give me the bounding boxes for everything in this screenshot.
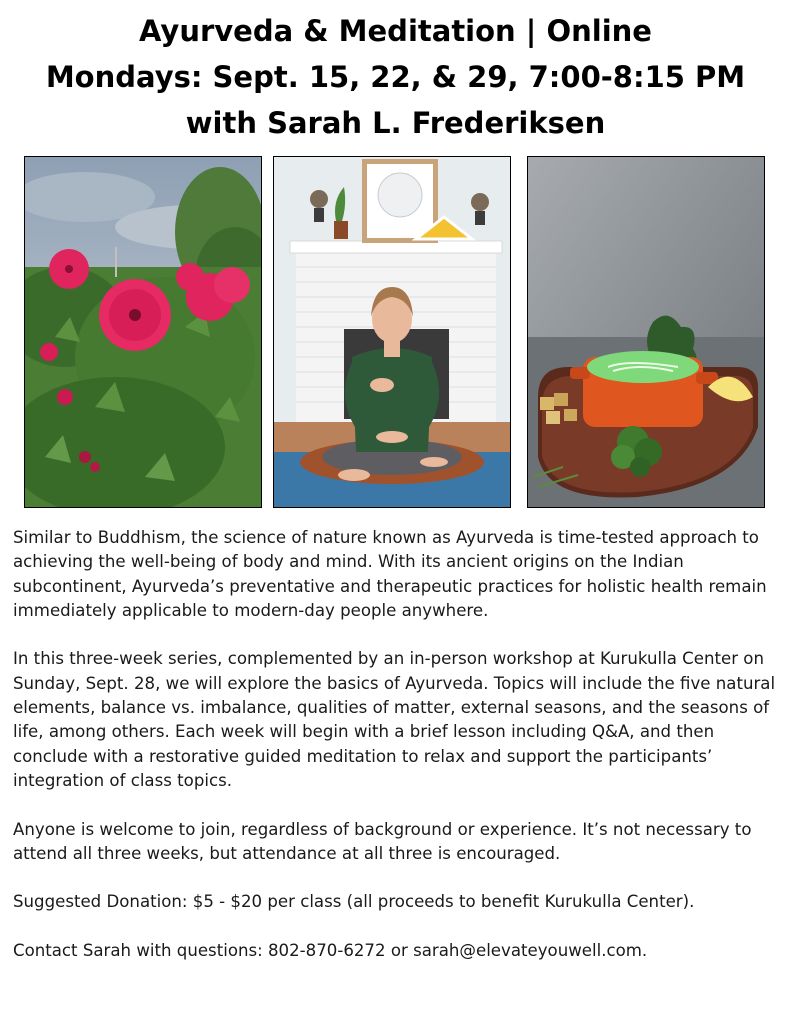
event-description — [13, 526, 783, 988]
event-title: Ayurveda & Meditation | Online — [139, 14, 652, 48]
meditating-woman-photo — [273, 156, 511, 508]
contact-paragraph: Contact Sarah with questions: 802-870-6272 or sarah@elevateyouwell.com. — [13, 941, 648, 961]
hibiscus-flowers-photo — [24, 156, 262, 508]
welcome-paragraph: Anyone is welcome to join, regardless of background or experience. It’s not necessary to attend all three weeks, but attendance at all three is encouraged. — [13, 819, 752, 863]
event-schedule: Mondays: Sept. 15, 22, & 29, 7:00-8:15 PM — [45, 60, 746, 94]
donation-paragraph: Suggested Donation: $5 - $20 per class (all proceeds to benefit Kurukulla Center). — [13, 892, 695, 912]
flyer-header — [0, 8, 791, 146]
event-teacher: with Sarah L. Frederiksen — [185, 106, 606, 140]
intro-paragraph: Similar to Buddhism, the science of nature known as Ayurveda is time-tested approach to achieving the well-being of body and mind. With its ancient origins on the Indian subcontinent, Ayurveda’s preventative and therapeutic practices for holistic health remain immediately applicable to modern-day people anywhere. — [13, 528, 767, 620]
photo-strip — [24, 156, 768, 508]
green-soup-photo — [527, 156, 765, 508]
series-paragraph: In this three-week series, complemented by an in-person workshop at Kurukulla Center on Sunday, Sept. 28, we will explore the basics of Ayurveda. Topics will include the five natural elements, balance vs. imbalance, qualities of matter, external seasons, and the seasons of life, among others. Each week will begin with a brief lesson including Q&A, and then conclude with a restorative guided meditation to relax and support the participants’ integration of class topics. — [13, 649, 776, 790]
